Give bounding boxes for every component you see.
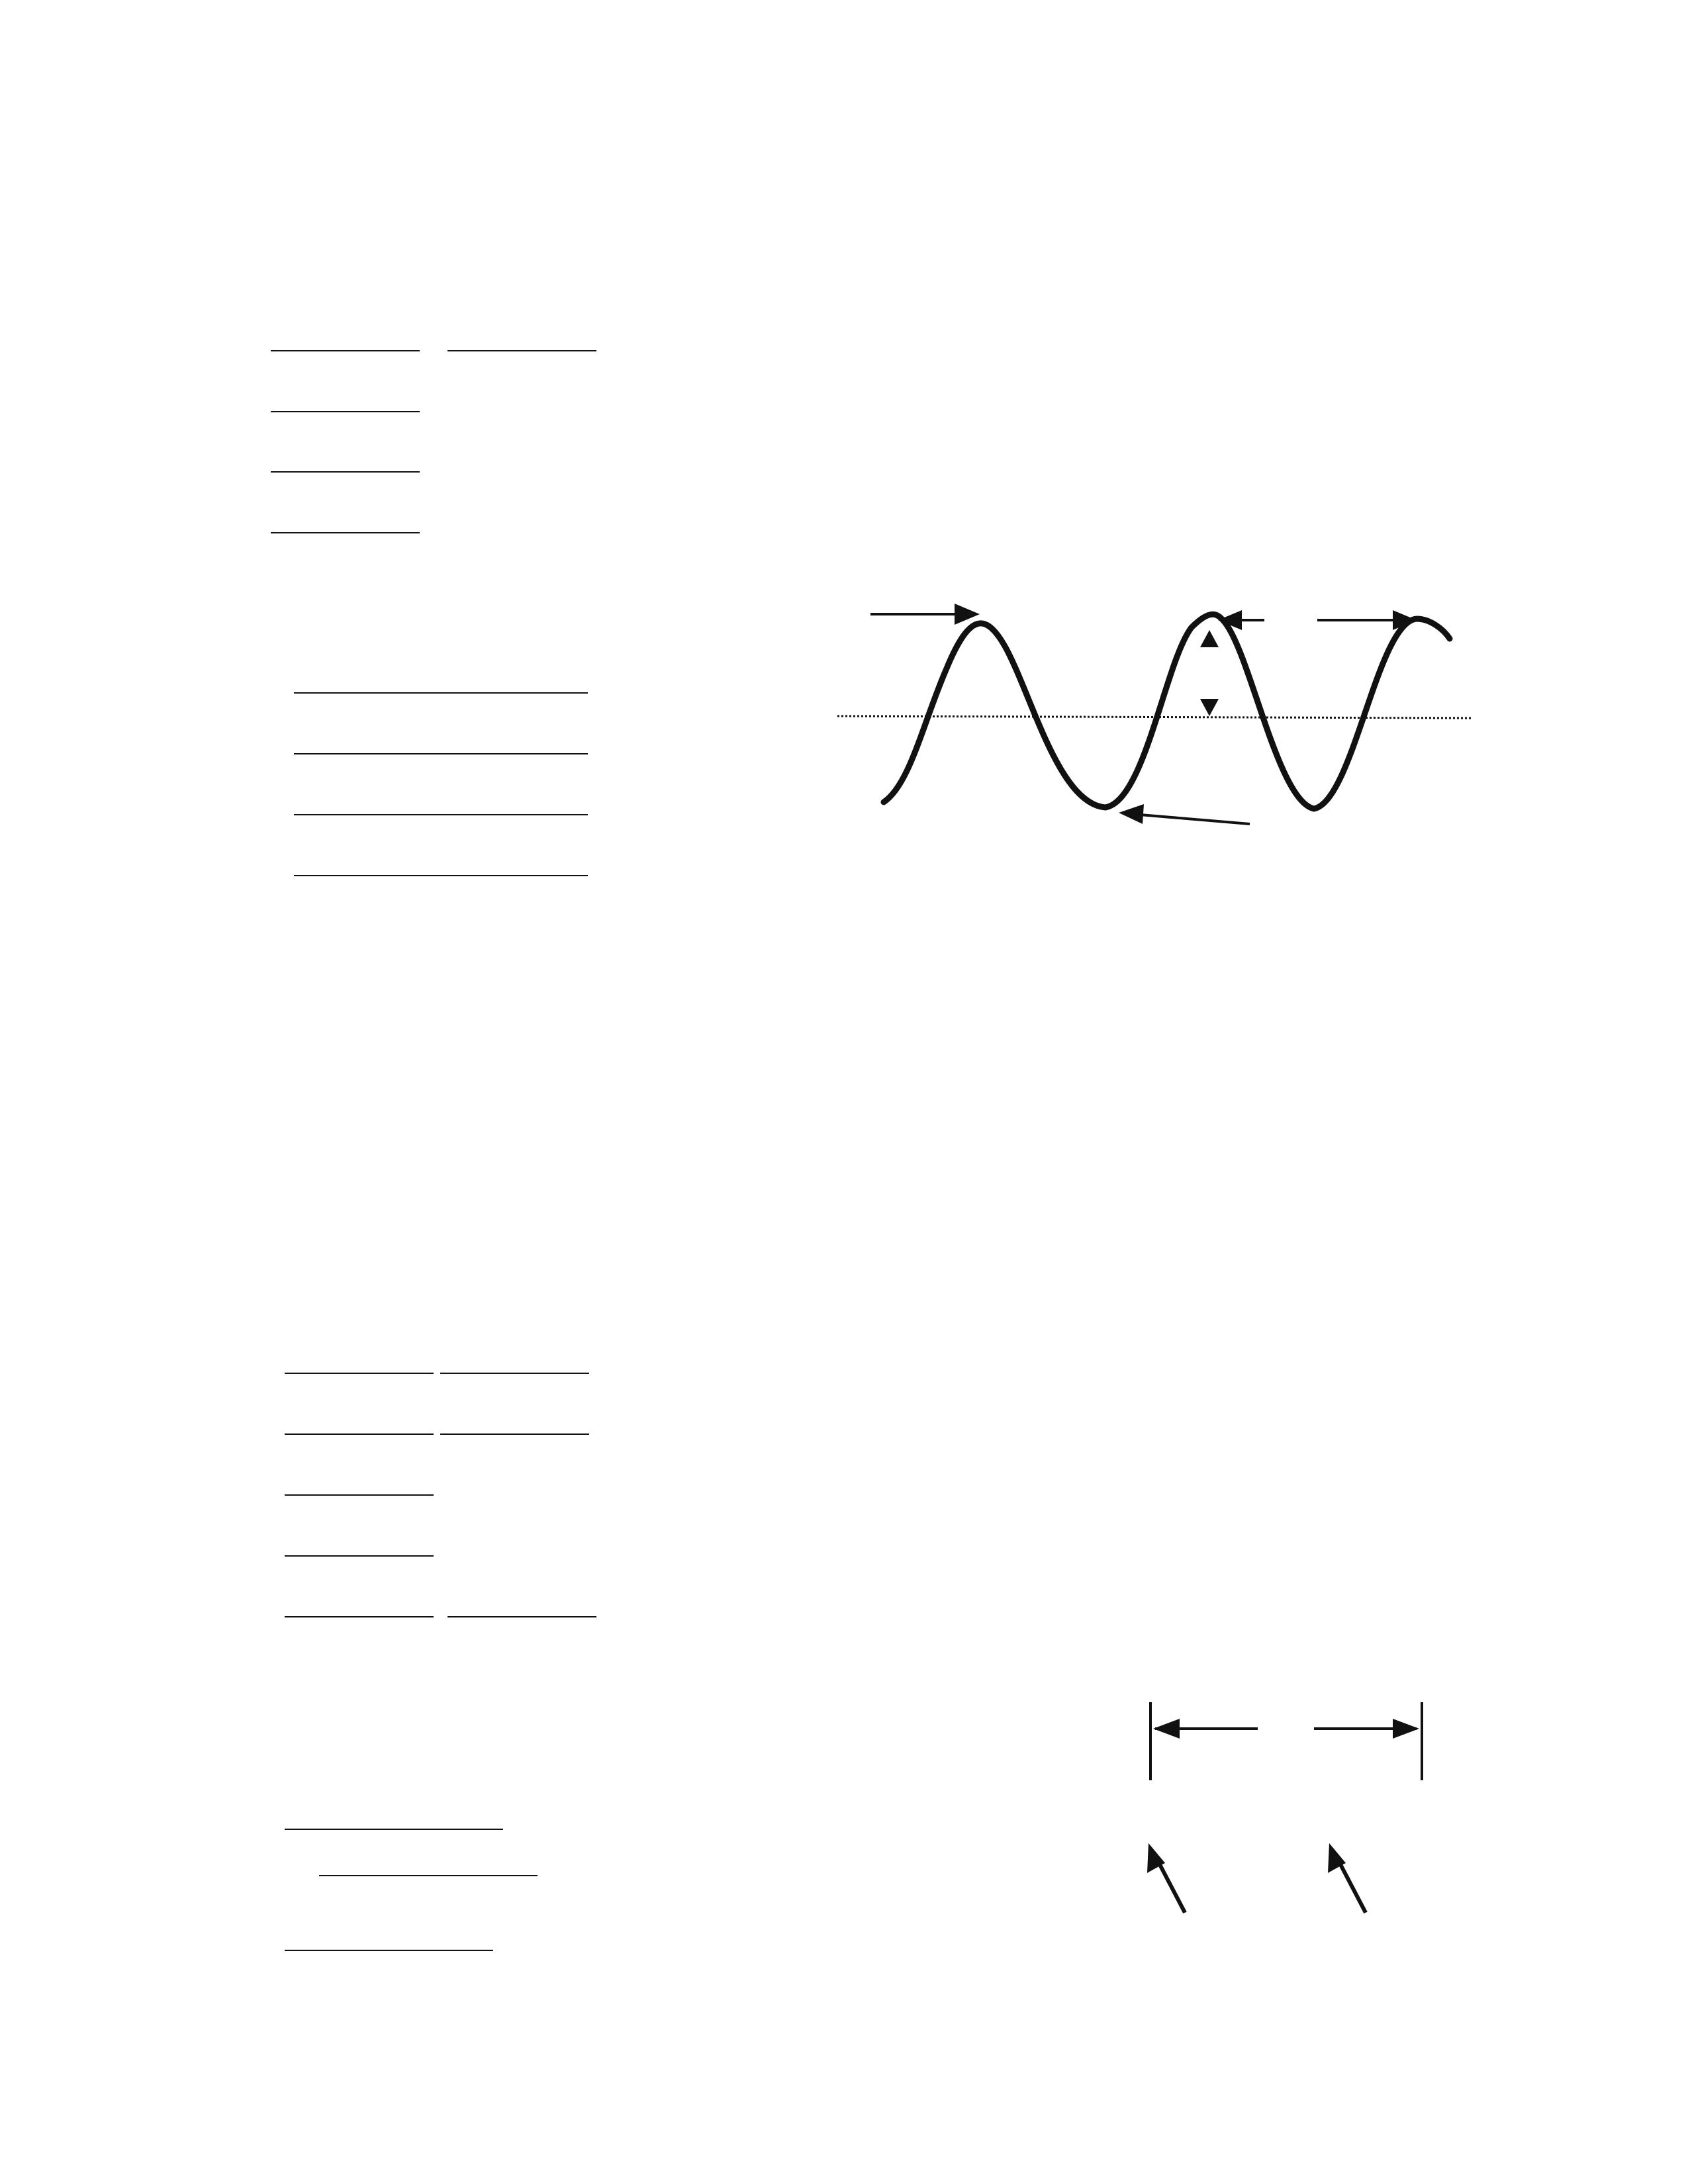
g-arrow-left-head (1153, 1719, 1180, 1739)
g-arrow-right-head (1393, 1719, 1419, 1739)
